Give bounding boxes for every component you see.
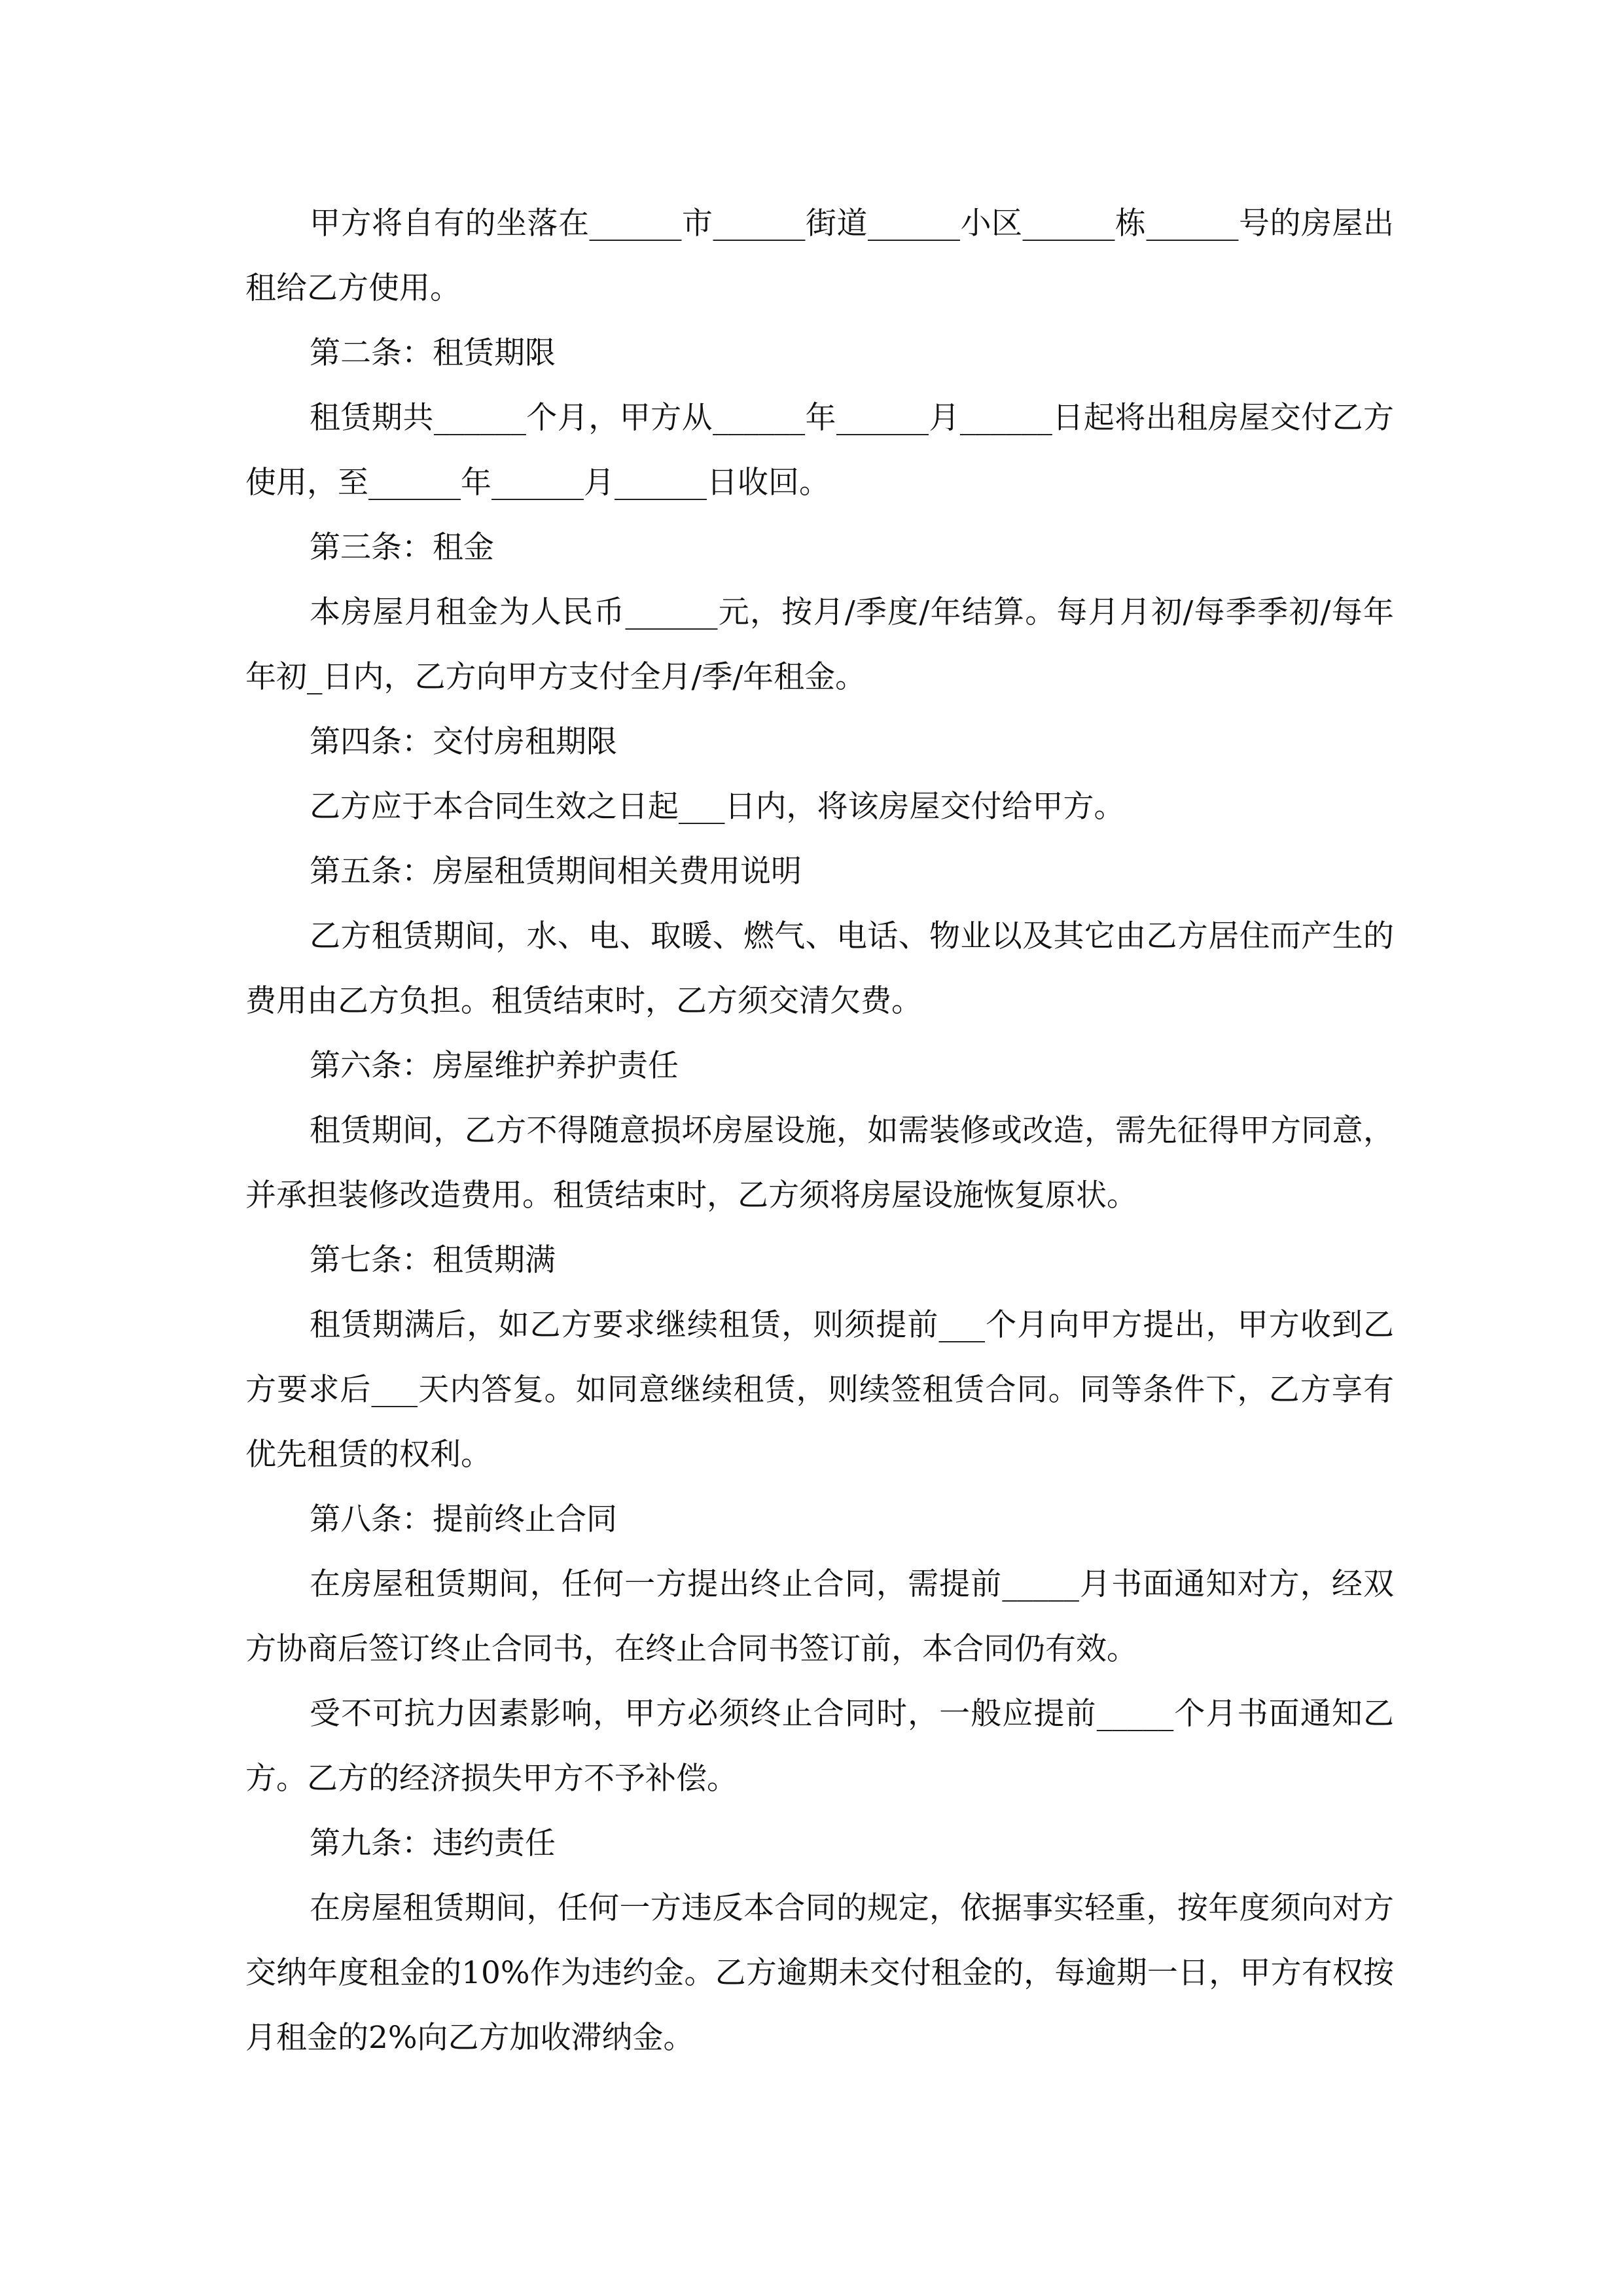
heading-article-3: 第三条：租金 [310, 529, 494, 565]
heading-article-4: 第四条：交付房租期限 [310, 724, 617, 760]
paragraph-early-termination: 在房屋租赁期间，任何一方提出终止合同，需提前_____月书面通知对方，经双方协商后签订终止合同书，在终止合同书签订前，本合同仍有效。 [245, 1566, 1394, 1667]
paragraph-maintenance: 租赁期间，乙方不得随意损坏房屋设施，如需装修或改造，需先征得甲方同意，并承担装修改造费用。租赁结束时，乙方须将房屋设施恢复原状。 [245, 1113, 1394, 1213]
heading-article-8: 第八条：提前终止合同 [310, 1501, 617, 1537]
document-body [245, 191, 1394, 2070]
paragraph-rent: 本房屋月租金为人民币______元，按月/季度/年结算。每月月初/每季季初/每年年初_日内，乙方向甲方支付全月/季/年租金。 [245, 594, 1394, 695]
paragraph-lease-expiry: 租赁期满后，如乙方要求继续租赁，则须提前___个月向甲方提出，甲方收到乙方要求后___天内答复。如同意继续租赁，则续签租赁合同。同等条件下，乙方享有优先租赁的权利。 [245, 1307, 1394, 1473]
paragraph-delivery-term: 乙方应于本合同生效之日起___日内，将该房屋交付给甲方。 [310, 789, 1125, 825]
paragraph-force-majeure: 受不可抗力因素影响，甲方必须终止合同时，一般应提前_____个月书面通知乙方。乙方的经济损失甲方不予补偿。 [245, 1696, 1394, 1797]
paragraph-breach-liability: 在房屋租赁期间，任何一方违反本合同的规定，依据事实轻重，按年度须向对方交纳年度租金的10%作为违约金。乙方逾期未交付租金的，每逾期一日，甲方有权按月租金的2%向乙方加收滞纳金。 [245, 1890, 1394, 2056]
paragraph-lease-term: 租赁期共______个月，甲方从______年______月______日起将出租房屋交付乙方使用，至______年______月______日收回。 [245, 400, 1394, 501]
heading-article-7: 第七条：租赁期满 [310, 1242, 556, 1278]
paragraph-expenses: 乙方租赁期间，水、电、取暖、燃气、电话、物业以及其它由乙方居住而产生的费用由乙方负担。租赁结束时，乙方须交清欠费。 [245, 918, 1394, 1019]
heading-article-2: 第二条：租赁期限 [310, 335, 556, 371]
heading-article-6: 第六条：房屋维护养护责任 [310, 1048, 679, 1084]
heading-article-9: 第九条：违约责任 [310, 1825, 556, 1861]
paragraph-property-location: 甲方将自有的坐落在______市______街道______小区______栋______号的房屋出租给乙方使用。 [245, 206, 1394, 306]
heading-article-5: 第五条：房屋租赁期间相关费用说明 [310, 853, 802, 889]
